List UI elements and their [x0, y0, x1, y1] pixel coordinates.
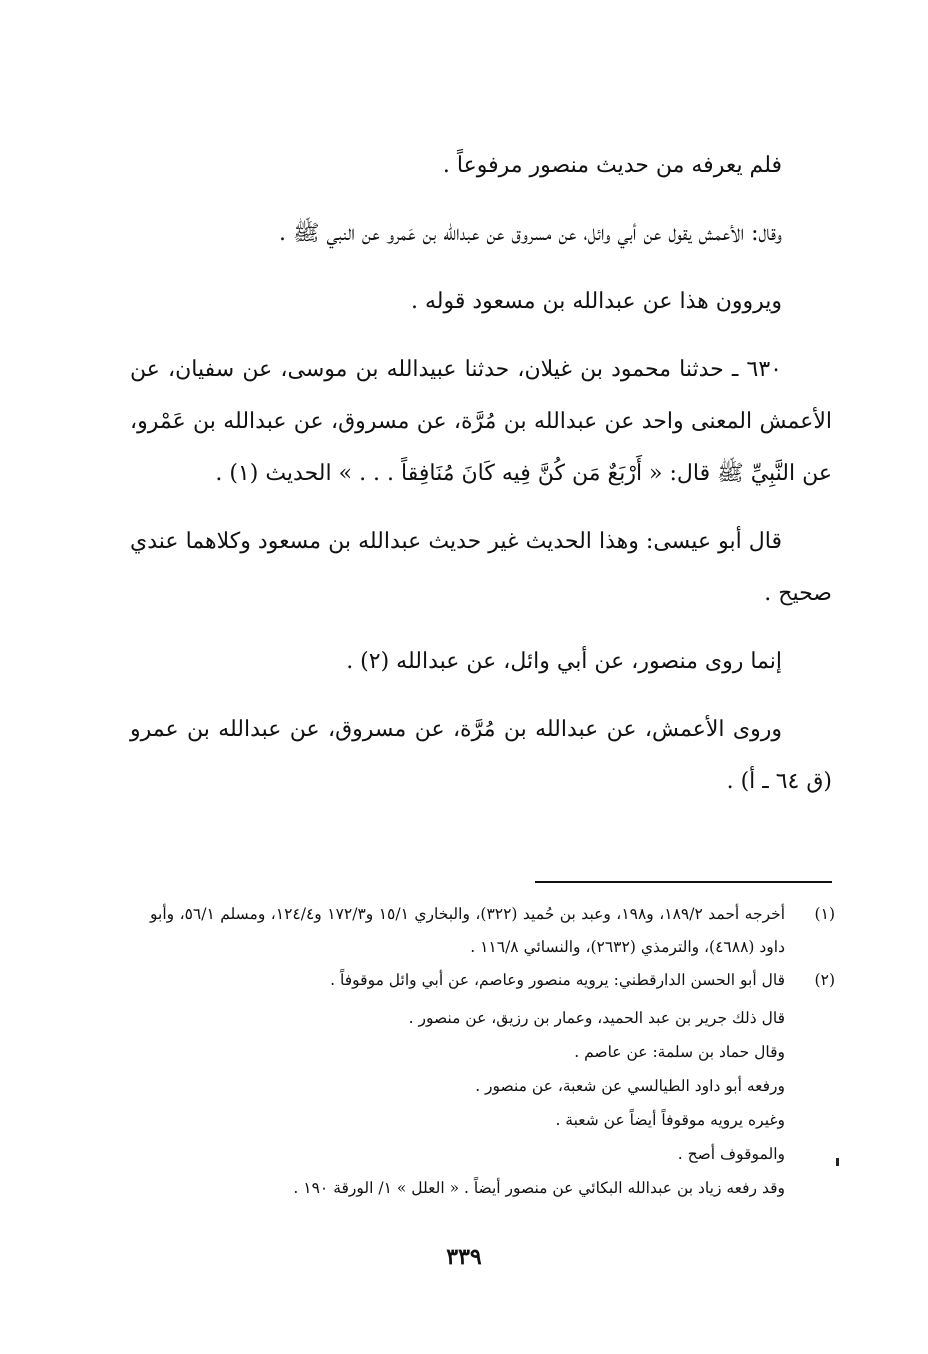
footnote-quote-line: ورفعه أبو داود الطيالسي عن شعبة، عن منصور .	[475, 1077, 785, 1095]
footnote-2-quote	[150, 1001, 835, 1205]
footnote-separator	[535, 881, 832, 883]
paragraph-7: وروى الأعمش، عن عبدالله بن مُرَّة، عن مسروق، عن عبدالله بن عمرو (ق ٦٤ ـ أ) .	[130, 717, 832, 794]
footnote-text: قال أبو الحسن الدارقطني: يرويه منصور وعاصم، عن أبي وائل موقوفاً .	[330, 971, 785, 989]
footnote-2	[150, 964, 835, 997]
footnote-number: (١)	[814, 905, 835, 923]
paragraph-1: فلم يعرفه من حديث منصور مرفوعاً .	[442, 153, 782, 178]
footnote-quote-line: وقال حماد بن سلمة: عن عاصم .	[574, 1043, 785, 1061]
footnote-1	[150, 898, 835, 964]
paragraph-3: ويروون هذا عن عبدالله بن مسعود قوله .	[410, 289, 782, 314]
paragraph-5: قال أبو عيسى: وهذا الحديث غير حديث عبدالله بن مسعود وكلاهما عندي صحيح .	[130, 529, 832, 606]
footnote-quote-line: قال ذلك جرير بن عبد الحميد، وعمار بن رزيق، عن منصور .	[408, 1009, 785, 1027]
footnote-number: (٢)	[814, 971, 835, 989]
margin-mark	[836, 1158, 839, 1166]
main-text	[130, 140, 832, 824]
footnote-quote-line: وقد رفعه زياد بن عبدالله البكائي عن منصور أيضاً . « العلل » ١/ الورقة ١٩٠ .	[293, 1179, 785, 1197]
footnote-quote-line: والموقوف أصح .	[677, 1145, 785, 1163]
footnotes	[150, 898, 835, 1205]
footnote-text: أخرجه أحمد ١٨٩/٢، و١٩٨، وعبد بن حُميد (٣٢٢)، والبخاري ١٥/١ و١٧٢/٣ و١٢٤/٤، ومسلم ٥٦/١، وأبو داود (٤٦٨٨)، والترمذي (٢٦٣٢)، والنسائي ١١٦/٨ .	[150, 905, 786, 956]
footnote-quote-line: وغيره يرويه موقوفاً أيضاً عن شعبة .	[555, 1111, 785, 1129]
paragraph-2: وقال: الأعمش يقول عن أبي وائل، عن مسروق عن عبدالله بن عَمرو عن النبي ﷺ .	[279, 221, 782, 246]
page-number: ٣٣٩	[446, 1244, 482, 1270]
paragraph-6: إنما روى منصور، عن أبي وائل، عن عبدالله (٢) .	[346, 649, 782, 674]
paragraph-hadith-630: ٦٣٠ ـ حدثنا محمود بن غيلان، حدثنا عبيدالله بن موسى، عن سفيان، عن الأعمش المعنى واحد عن عبدالله بن مُرَّة، عن مسروق، عن عبدالله بن عَمْرو، عن النَّبِيِّ ﷺ قال: « أَرْبَعٌ مَن كُنَّ فِيه كَانَ مُنَافِقاً . . . » الحديث (١) .	[130, 357, 832, 486]
